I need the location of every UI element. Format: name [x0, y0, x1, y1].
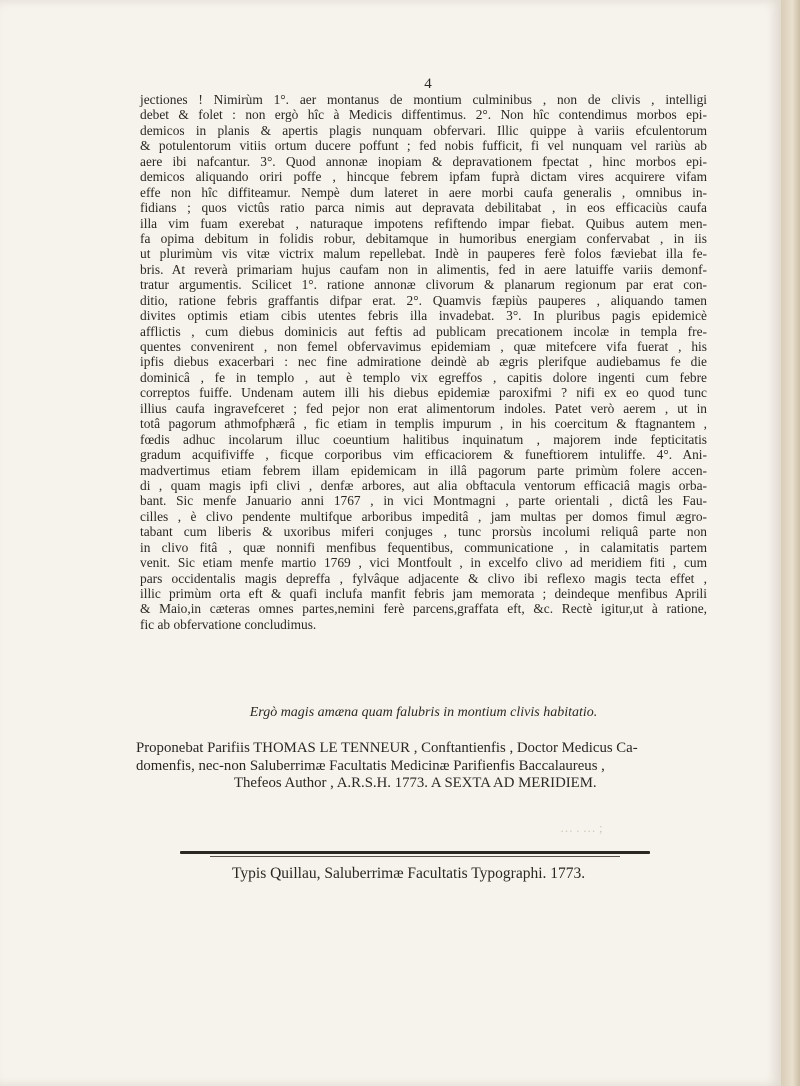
body-line: ditio, ratione febris graffantis difpar erat. 2°. Quamvis fæpiùs pauperes , aliquando tamen [140, 292, 707, 308]
body-line: in clivo fitâ , quæ nonnifi menfibus fequentibus, communicatione , in calamitatis partem [140, 539, 707, 555]
defense-statement [136, 740, 711, 793]
body-line: di , quam magis ipfi clivi , denfæ arbores, aut alia obftacula ventorum efficaciâ magis orba- [140, 477, 707, 493]
body-line: afflictis , cum diebus dominicis aut feftis ad publicam precationem incolæ in templa fre- [140, 323, 707, 339]
body-line: correptos fuiffe. Undenam autem illi his diebus epidemiæ paroxifmi ? nifi ex eo quod tunc [140, 385, 707, 401]
body-line: tabant cum liberis & uxoribus miferi conjuges , tunc prorsùs incolumi reliquâ parte non [140, 524, 707, 540]
body-line: illic primùm orta eft & quafi inclufa manfit febris jam memorata ; deindeque menfibus Aprili [140, 586, 707, 601]
body-line: demicos in planis & apertis plagis nunquam obfervari. Illic quippe à variis efculentorum [140, 122, 707, 138]
body-line: quentes convenirent , non femel obfervavimus epidemiam , quæ mitefcere vifa fuerat , his [140, 339, 707, 354]
body-line: gradum acquifiviffe , ficque corporibus vim efficaciorem & funeftiorem intuliffe. 4°. Ani- [140, 447, 707, 463]
body-line: fa opima debitum in folidis robur, debitamque in humoribus energiam confervabat , in iis [140, 230, 707, 246]
body-line: bant. Sic menfe Januario anni 1767 , in vici Montmagni , parte orientali , dictâ les Fau- [140, 493, 707, 509]
body-line: cilles , è clivo pendente multifque arboribus impeditâ , jam multas per domos fimul ægro- [140, 508, 707, 524]
body-line: debet & folet : non ergò hîc à Medicis diffentimus. 2°. Non hîc contendimus morbos epi- [140, 107, 707, 123]
body-line: divites optimis etiam cibis utentes febris illa invadebat. 3°. In pluribus pagis epidemicè [140, 308, 707, 324]
conclusion-statement: Ergò magis amæna quam falubris in montium clivis habitatio. [249, 705, 598, 720]
divider-rule-thin [210, 856, 620, 857]
page-right-edge [781, 0, 800, 1086]
body-line: & Maio,in cæteras omnes partes,nemini ferè parcens,graffata eft, &c. Rectè igitur,ut à ratione, [140, 601, 707, 617]
body-line: fic ab obfervatione concludimus. [140, 616, 317, 632]
body-line: ut plurimùm vis vitæ victrix malum repellebat. Indè in pauperes ferè folos fæviebat illa fe- [140, 246, 707, 262]
body-line: & potulentorum vitiis ortum ducere poffunt ; fed nobis fufficit, fi vel nunquam vel rariùs ab [140, 138, 707, 154]
body-line: pars occidentalis magis depreffa , fylvâque adjacente & clivo ibi reflexo magis tecta effet , [140, 570, 707, 586]
body-text [140, 92, 707, 632]
body-line: aere ibi nafcantur. 3°. Quod annonæ inopiam & depravationem fpectat , hinc morbos epi- [140, 153, 707, 169]
page-number: 4 [424, 76, 432, 92]
defense-line: Thefeos Author , A.R.S.H. 1773. A SEXTA AD MERIDIEM. [234, 775, 597, 791]
body-line: tratur argumentis. Scilicet 1°. ratione annonæ clivorum & planarum regionum par erat con- [140, 277, 707, 293]
body-line: venit. Sic etiam menfe martio 1769 , vici Montfoult , in excelfo clivo ad meridiem fiti , cum [140, 555, 707, 571]
body-line: illius caufa ingravefceret ; fed pejor non erat alimentorum indoles. Patet verò aerem , ut in [140, 400, 707, 416]
divider-rule [180, 851, 650, 854]
body-line: demicos aliquando oriri poffe , hincque febrem ipfam fuprà dictam vires acquirere vifam [140, 169, 707, 185]
body-line: jectiones ! Nimirùm 1°. aer montanus de montium culminibus , non de clivis , intelligi [140, 92, 707, 107]
body-line: fœdis adhuc incolarum illuc coeuntium halitibus inquinatum , majorem inde fepticitatis [140, 431, 707, 447]
body-line: effe non hîc diffiteamur. Nempè dum lateret in aere morbi caufa generalis , omnibus in- [140, 184, 707, 200]
printer-imprint: Typis Quillau, Saluberrimæ Facultatis Typographi. 1773. [232, 865, 586, 882]
body-line: totâ pagorum athmofphærâ , fic etiam in templis impurum , in his coercitum & ftagnantem , [140, 416, 707, 432]
bleed-through-text: … . … ; [560, 820, 603, 835]
body-line: madvertimus etiam febrem illam epidemicam in illâ pagorum parte primùm folere accen- [140, 462, 707, 478]
body-line: illa vim fuam exerebat , naturaque impotens refiftendo impar fiebat. Quibus autem men- [140, 215, 707, 231]
defense-line: Proponebat Parifiis THOMAS LE TENNEUR , Conftantienfis , Doctor Medicus Ca- [136, 740, 638, 756]
body-line: fidians ; quos victûs ratio parca nimis aut depravata debilitabat , in eos efficaciùs caufa [140, 200, 707, 216]
defense-line: domenfis, nec-non Saluberrimæ Facultatis Medicinæ Parifienfis Baccalaureus , [136, 757, 605, 774]
body-line: dominicâ , fe in templo , aut è templo vix egreffos , capitis dolore ingenti cum febre [140, 369, 707, 385]
body-line: bris. At reverà primariam hujus caufam non in alimentis, fed in aere latuiffe variis demonf- [140, 261, 707, 277]
body-line: ipfis diebus exacerbari : nec fine admiratione deindè ab ægris plerifque audiebamus fe die [140, 354, 707, 370]
